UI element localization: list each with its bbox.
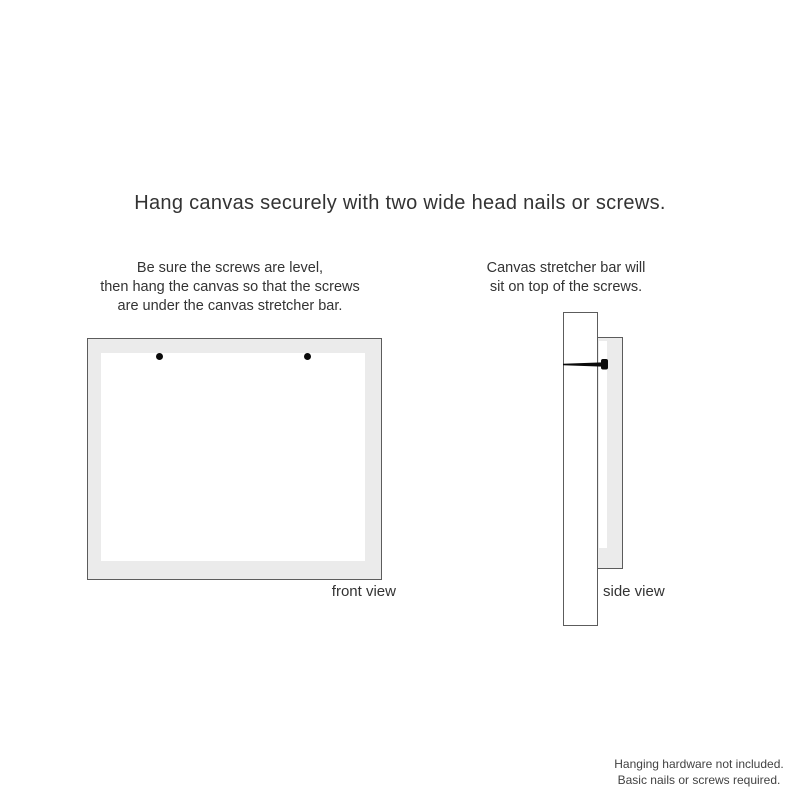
front-view-label: front view [331,583,396,600]
instruction-line: Canvas stretcher bar will [486,260,646,276]
side-view-instructions [466,259,666,297]
canvas-front-inner-face [101,353,365,561]
instruction-line: sit on top of the screws. [489,279,643,295]
instruction-line: then hang the canvas so that the screws [100,279,360,295]
screw-dot-icon [304,353,311,360]
instruction-line: are under the canvas stretcher bar. [117,298,343,314]
nail-icon [560,355,610,373]
instruction-line: Be sure the screws are level, [136,260,324,276]
canvas-front-view [87,338,382,580]
side-view-label: side view [603,583,665,600]
footnote-line: Hanging hardware not included. [614,757,784,771]
footnote-line: Basic nails or screws required. [617,772,781,787]
front-view-instructions [80,259,380,316]
screw-dot-icon [156,353,163,360]
hardware-footnote [599,757,799,788]
page-title: Hang canvas securely with two wide head nails or screws. [134,192,666,214]
